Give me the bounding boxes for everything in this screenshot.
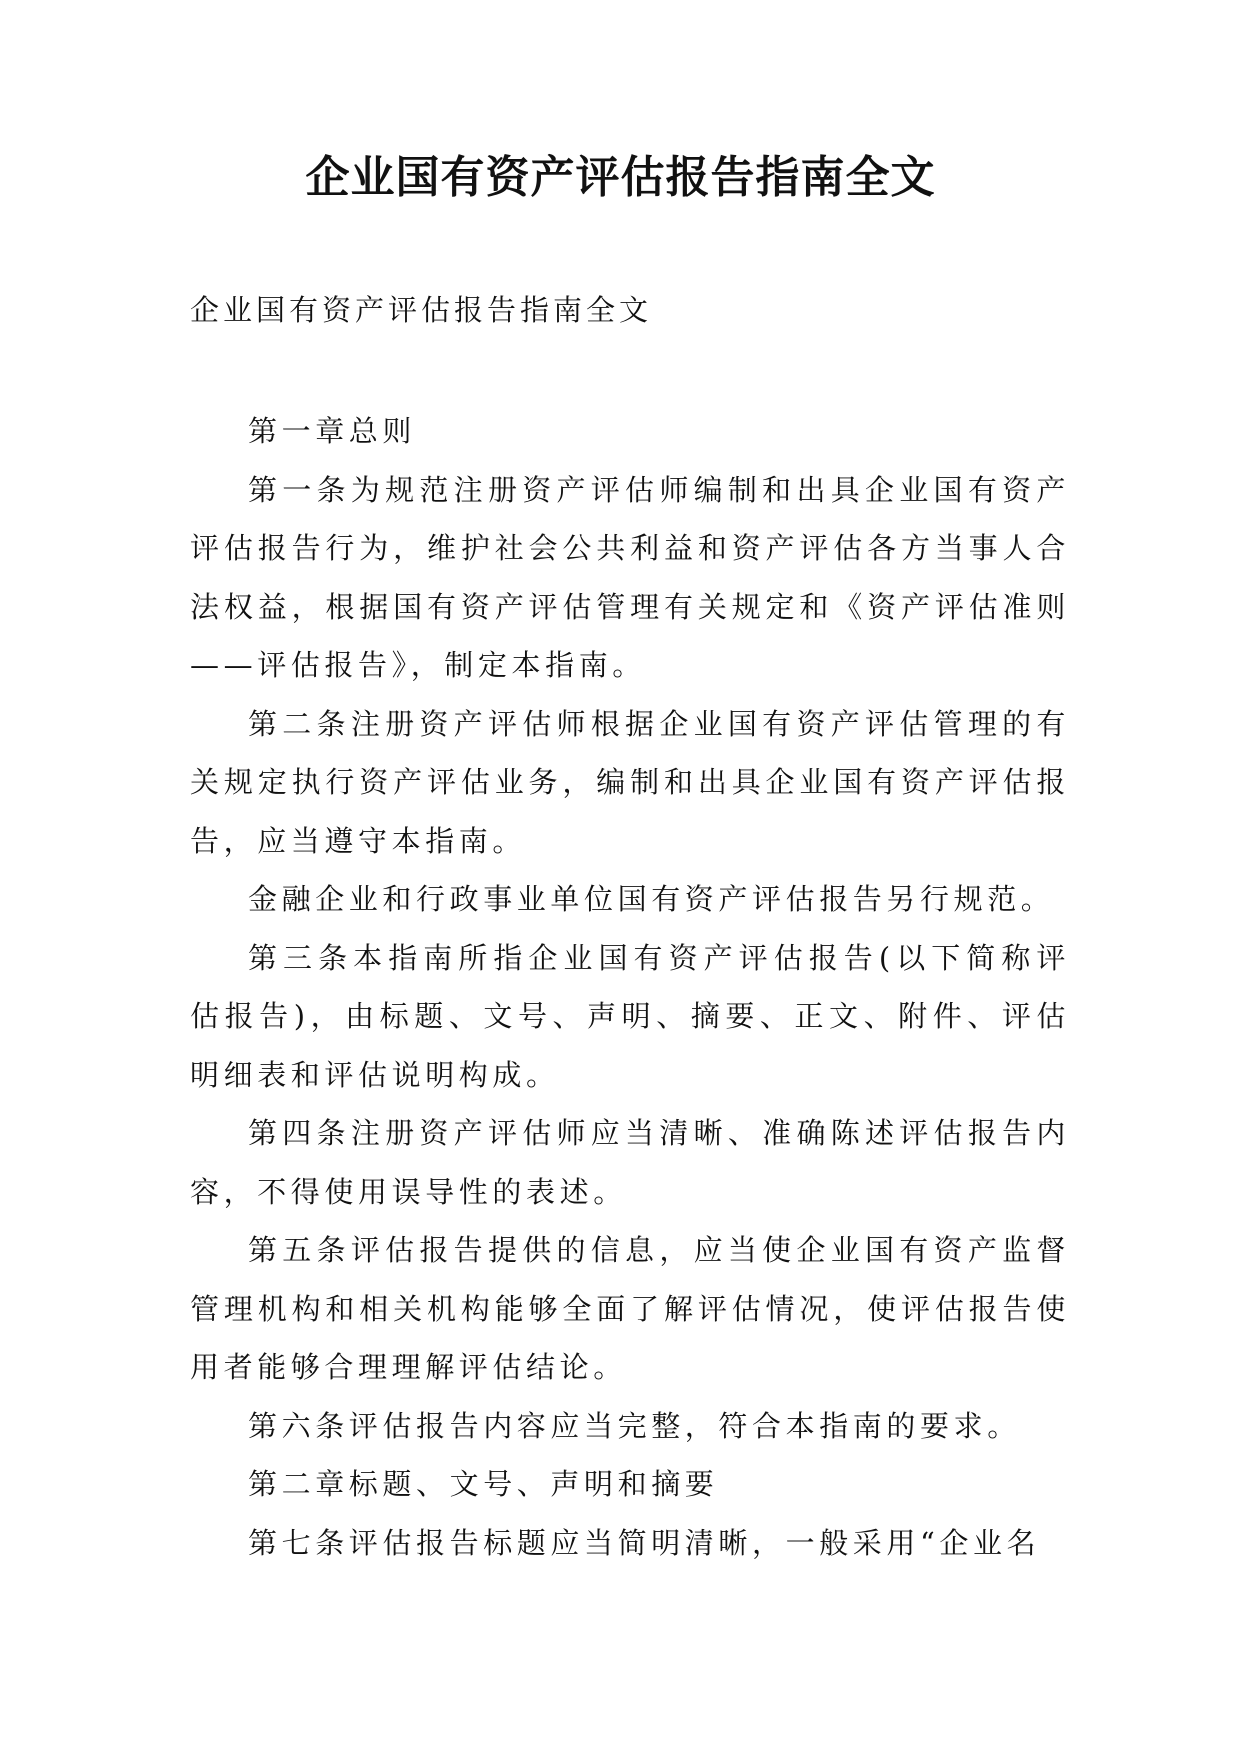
document-subtitle: 企业国有资产评估报告指南全文 xyxy=(190,293,653,327)
article-paragraph: 第五条评估报告提供的信息，应当使企业国有资产监督管理机构和相关机构能够全面了解评估情况，使评估报告使用者能够合理理解评估结论。 xyxy=(190,1233,1070,1384)
article-paragraph: 第二条注册资产评估师根据企业国有资产评估管理的有关规定执行资产评估业务，编制和出具企业国有资产评估报告，应当遵守本指南。 xyxy=(190,706,1070,858)
article-paragraph: 第三条本指南所指企业国有资产评估报告(以下简称评估报告)，由标题、文号、声明、摘要、正文、附件、评估明细表和评估说明构成。 xyxy=(190,940,1070,1092)
chapter-heading: 第二章标题、文号、声明和摘要 xyxy=(248,1467,719,1501)
article-paragraph: 第一条为规范注册资产评估师编制和出具企业国有资产评估报告行为，维护社会公共利益和资产评估各方当事人合法权益，根据国有资产评估管理有关规定和《资产评估准则——评估报告》，制定本指南。 xyxy=(190,472,1070,682)
chapter-heading: 第一章总则 xyxy=(248,414,417,448)
article-paragraph: 第四条注册资产评估师应当清晰、准确陈述评估报告内容，不得使用误导性的表述。 xyxy=(190,1116,1070,1209)
body-paragraph: 金融企业和行政事业单位国有资产评估报告另行规范。 xyxy=(248,882,1055,916)
article-paragraph: 第七条评估报告标题应当简明清晰，一般采用“企业名 xyxy=(248,1525,1041,1560)
document-body xyxy=(190,402,1070,1572)
document-title: 企业国有资产评估报告指南全文 xyxy=(305,152,936,203)
article-paragraph: 第六条评估报告内容应当完整，符合本指南的要求。 xyxy=(248,1408,1021,1443)
